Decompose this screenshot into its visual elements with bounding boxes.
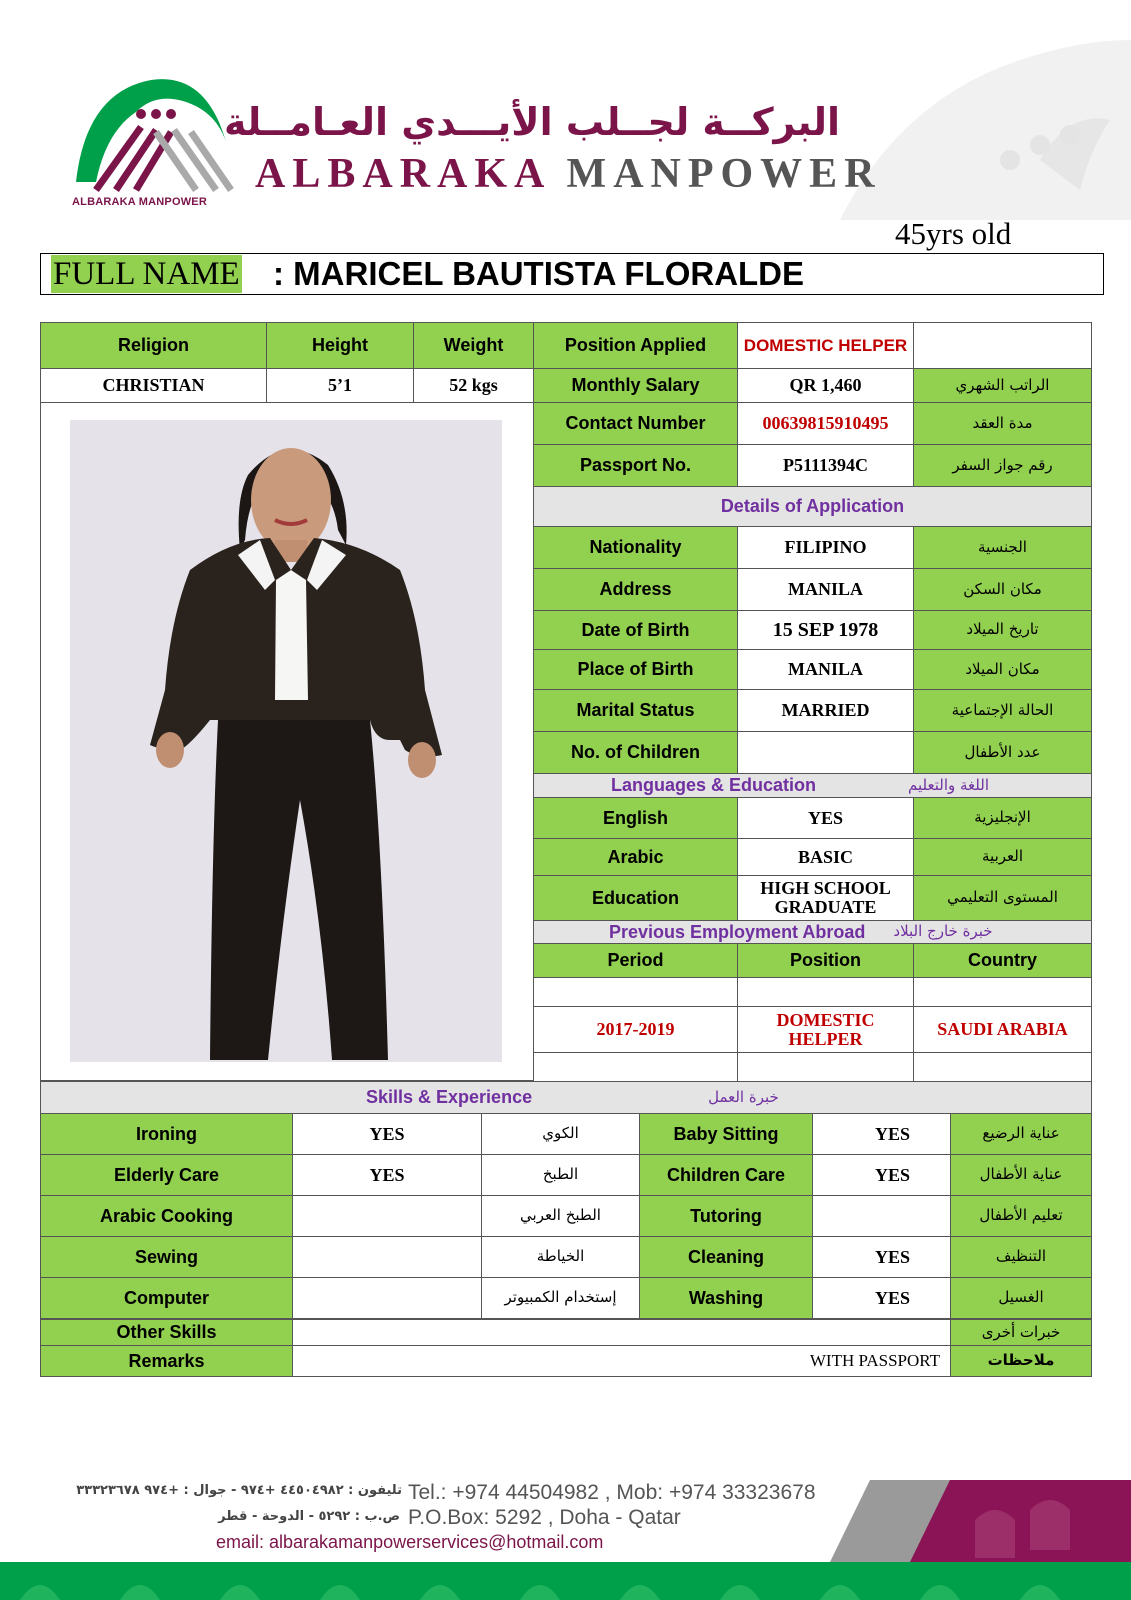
english-label: English	[533, 797, 738, 839]
applicant-photo	[70, 420, 502, 1062]
skill-value-left: YES	[292, 1113, 482, 1155]
pob-value: MANILA	[737, 649, 914, 690]
skill-label-right: Baby Sitting	[639, 1113, 813, 1155]
education-value: HIGH SCHOOL GRADUATE	[737, 875, 914, 921]
address-value: MANILA	[737, 568, 914, 611]
employment-title-arabic: خبرة خارج البلاد	[893, 922, 993, 941]
country-header: Country	[913, 943, 1092, 978]
footer-arabic-pobox: ص.ب : ٥٢٩٢ - الدوحة - قطر	[218, 1509, 400, 1524]
skill-value-left	[292, 1195, 482, 1237]
english-arabic: الإنجليزية	[913, 797, 1092, 839]
nationality-label: Nationality	[533, 526, 738, 569]
skill-arabic-right: التنظيف	[950, 1236, 1092, 1278]
skills-title: Skills & Experience	[366, 1087, 533, 1108]
languages-section-title	[533, 773, 1092, 798]
skill-arabic-right: الغسيل	[950, 1277, 1092, 1319]
employment-period: 2017-2019	[533, 1006, 738, 1053]
skill-value-right	[812, 1195, 951, 1237]
dob-value: 15 SEP 1978	[737, 610, 914, 650]
skill-arabic-right: عناية الرضيع	[950, 1113, 1092, 1155]
education-label: Education	[533, 875, 738, 921]
footer-pobox: P.O.Box: 5292 , Doha - Qatar	[408, 1506, 681, 1529]
skill-arabic-left: الطبخ العربي	[481, 1195, 640, 1237]
footer-arabic-phone: تليفون : ٤٤٥٠٤٩٨٢ +٩٧٤ - جوال : +٩٧٤ ٣٣٣٢٣٦٧٨	[76, 1483, 402, 1498]
pob-arabic: مكان الميلاد	[913, 649, 1092, 690]
skill-arabic-right: عناية الأطفال	[950, 1154, 1092, 1196]
passport-value: P5111394C	[737, 444, 914, 487]
pob-label: Place of Birth	[533, 649, 738, 690]
employment-country: SAUDI ARABIA	[913, 1006, 1092, 1053]
marital-status-arabic: الحالة الإجتماعية	[913, 689, 1092, 732]
skill-label-left: Elderly Care	[40, 1154, 293, 1196]
header-weight: Weight	[413, 322, 534, 369]
header-height: Height	[266, 322, 414, 369]
skill-arabic-right: تعليم الأطفال	[950, 1195, 1092, 1237]
skills-section-title	[40, 1081, 1092, 1114]
brand-part-manpower: MANPOWER	[566, 151, 882, 197]
period-header: Period	[533, 943, 738, 978]
blank-cell	[913, 322, 1092, 369]
skill-label-right: Washing	[639, 1277, 813, 1319]
skill-value-right: YES	[812, 1113, 951, 1155]
full-name-label: FULL NAME	[53, 256, 240, 292]
contact-number-label: Contact Number	[533, 402, 738, 445]
dob-arabic: تاريخ الميلاد	[913, 610, 1092, 650]
corner-decoration	[840, 40, 1131, 220]
skill-value-right: YES	[812, 1154, 951, 1196]
skill-label-left: Ironing	[40, 1113, 293, 1155]
brand-part-albaraka: ALBARAKA	[255, 151, 550, 197]
address-label: Address	[533, 568, 738, 611]
other-skills-arabic: خبرات أخرى	[950, 1319, 1092, 1346]
employment-blank-cell	[737, 977, 914, 1007]
full-name-text: MARICEL BAUTISTA FLORALDE	[293, 255, 805, 292]
languages-title-arabic: اللغة والتعليم	[908, 775, 990, 794]
skill-label-left: Sewing	[40, 1236, 293, 1278]
contact-number-arabic: مدة العقد	[913, 402, 1092, 445]
employment-title: Previous Employment Abroad	[609, 921, 866, 942]
other-skills-label: Other Skills	[40, 1319, 293, 1346]
skill-arabic-left: الخياطة	[481, 1236, 640, 1278]
languages-title: Languages & Education	[611, 775, 817, 796]
english-value: YES	[737, 797, 914, 839]
brand-name-arabic: البركــة لجــلب الأيـــدي العـامــلة	[223, 100, 840, 144]
children-label: No. of Children	[533, 731, 738, 774]
full-name-value	[273, 255, 804, 293]
children-arabic: عدد الأطفال	[913, 731, 1092, 774]
passport-arabic: رقم جواز السفر	[913, 444, 1092, 487]
remarks-label: Remarks	[40, 1345, 293, 1377]
position-applied-value: DOMESTIC HELPER	[737, 322, 914, 369]
nationality-arabic: الجنسية	[913, 526, 1092, 569]
age-text: 45yrs old	[895, 216, 1012, 251]
height-value: 5’1	[266, 368, 414, 403]
employment-blank-cell	[913, 977, 1092, 1007]
skill-value-right: YES	[812, 1277, 951, 1319]
skill-label-left: Arabic Cooking	[40, 1195, 293, 1237]
employment-section-title	[533, 920, 1092, 944]
skill-value-left	[292, 1236, 482, 1278]
employment-blank-cell	[533, 977, 738, 1007]
religion-value: CHRISTIAN	[40, 368, 267, 403]
monthly-salary-arabic: الراتب الشهري	[913, 368, 1092, 403]
other-skills-value	[292, 1319, 951, 1346]
marital-status-label: Marital Status	[533, 689, 738, 732]
skill-value-left	[292, 1277, 482, 1319]
remarks-arabic: ملاحظات	[950, 1345, 1092, 1377]
footer-green-strip	[0, 1562, 1131, 1600]
monthly-salary-value: QR 1,460	[737, 368, 914, 403]
skill-arabic-left: إستخدام الكمبيوتر	[481, 1277, 640, 1319]
arabic-label: Arabic	[533, 838, 738, 876]
marital-status-value: MARRIED	[737, 689, 914, 732]
full-name-row	[40, 253, 1104, 295]
position-header: Position	[737, 943, 914, 978]
employment-position: DOMESTIC HELPER	[737, 1006, 914, 1053]
dob-label: Date of Birth	[533, 610, 738, 650]
footer-phone: Tel.: +974 44504982 , Mob: +974 33323678	[408, 1481, 816, 1504]
arabic-arabic: العربية	[913, 838, 1092, 876]
skill-label-left: Computer	[40, 1277, 293, 1319]
address-arabic: مكان السكن	[913, 568, 1092, 611]
skills-title-arabic: خبرة العمل	[708, 1087, 779, 1106]
header-religion: Religion	[40, 322, 267, 369]
contact-number-value: 00639815910495	[737, 402, 914, 445]
weight-value: 52 kgs	[413, 368, 534, 403]
skill-label-right: Children Care	[639, 1154, 813, 1196]
employment-blank-cell	[913, 1052, 1092, 1082]
skill-label-right: Cleaning	[639, 1236, 813, 1278]
nationality-value: FILIPINO	[737, 526, 914, 569]
remarks-value: WITH PASSPORT	[292, 1345, 951, 1377]
albaraka-logo-icon	[66, 72, 236, 212]
skill-label-right: Tutoring	[639, 1195, 813, 1237]
employment-blank-cell	[737, 1052, 914, 1082]
skill-value-left: YES	[292, 1154, 482, 1196]
skill-value-right: YES	[812, 1236, 951, 1278]
monthly-salary-label: Monthly Salary	[533, 368, 738, 403]
skill-arabic-left: الكوي	[481, 1113, 640, 1155]
position-applied-label: Position Applied	[533, 322, 738, 369]
full-name-separator: :	[273, 255, 284, 292]
passport-label: Passport No.	[533, 444, 738, 487]
arabic-value: BASIC	[737, 838, 914, 876]
employment-blank-cell	[533, 1052, 738, 1082]
skill-arabic-left: الطبخ	[481, 1154, 640, 1196]
brand-name-english	[255, 150, 882, 198]
details-section-title: Details of Application	[533, 486, 1092, 527]
logo-caption: ALBARAKA MANPOWER	[72, 196, 207, 208]
children-value	[737, 731, 914, 774]
footer-email[interactable]: email: albarakamanpowerservices@hotmail.com	[216, 1532, 604, 1552]
education-arabic: المستوى التعليمي	[913, 875, 1092, 921]
